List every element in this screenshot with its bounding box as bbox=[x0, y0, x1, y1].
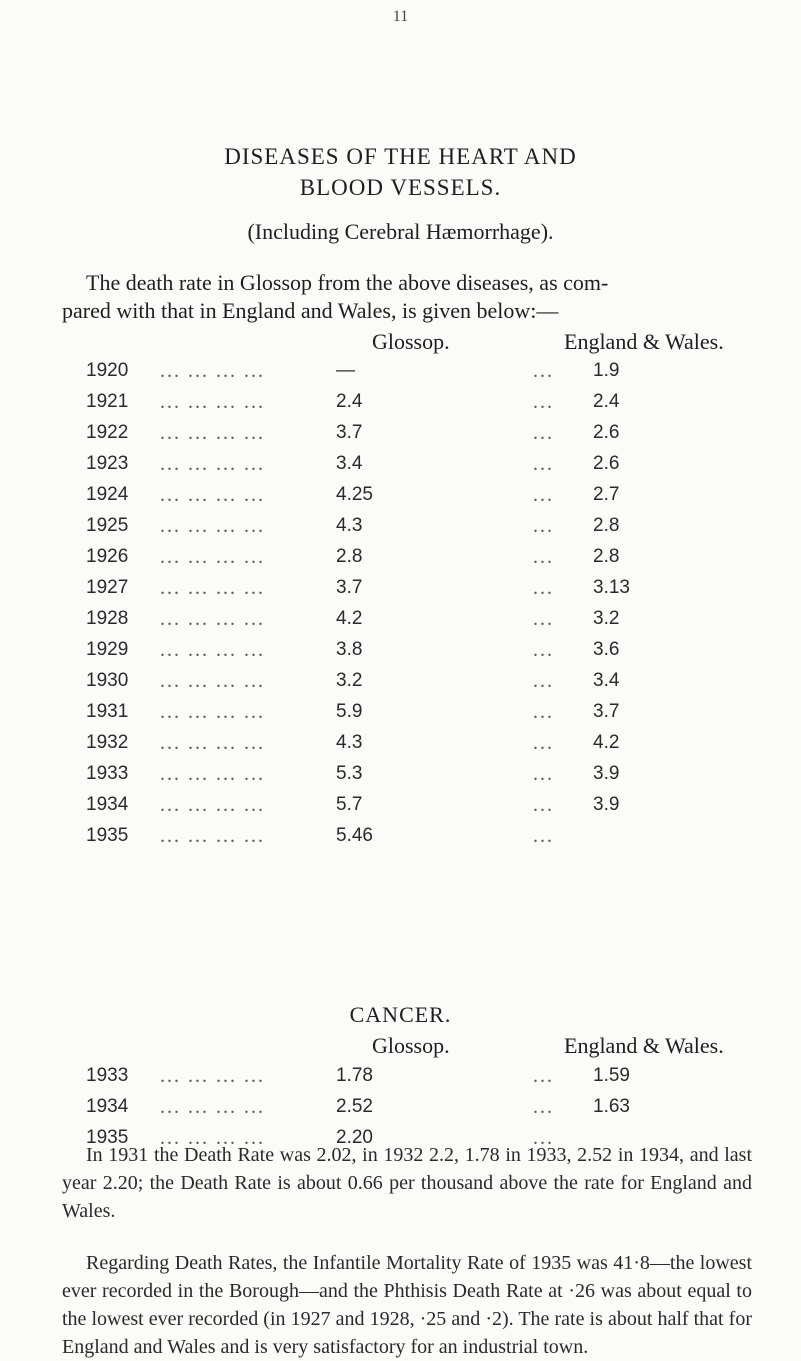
heart-glossop-value: 4.25 bbox=[336, 484, 373, 505]
cancer-year: 1934 bbox=[86, 1096, 129, 1117]
page-number: 11 bbox=[392, 8, 409, 25]
heart-year: 1932 bbox=[86, 732, 129, 753]
heart-england-value: 2.4 bbox=[593, 391, 620, 412]
heart-england-value: 3.13 bbox=[593, 577, 630, 598]
heart-year: 1922 bbox=[86, 422, 129, 443]
cancer-year: 1935 bbox=[86, 1127, 129, 1148]
heart-year: 1934 bbox=[86, 794, 129, 815]
leader-dots: ... bbox=[533, 732, 554, 754]
leader-dots: ... ... ... ... bbox=[160, 422, 265, 444]
heart-year: 1935 bbox=[86, 825, 129, 846]
heart-year: 1928 bbox=[86, 608, 129, 629]
cancer-col-england: England & Wales. bbox=[564, 1033, 724, 1058]
heart-row bbox=[0, 701, 801, 731]
heart-year: 1929 bbox=[86, 639, 129, 660]
leader-dots: ... bbox=[533, 422, 554, 444]
leader-dots: ... bbox=[533, 515, 554, 537]
heart-glossop-value: 3.4 bbox=[336, 453, 363, 474]
heart-year: 1925 bbox=[86, 515, 129, 536]
heart-row bbox=[0, 608, 801, 638]
heart-row bbox=[0, 763, 801, 793]
leader-dots: ... bbox=[533, 794, 554, 816]
heart-glossop-value: 5.7 bbox=[336, 794, 363, 815]
heart-glossop-value: 4.2 bbox=[336, 608, 363, 629]
heart-england-value: 1.9 bbox=[593, 360, 620, 381]
leader-dots: ... bbox=[533, 670, 554, 692]
heart-england-value: 4.2 bbox=[593, 732, 620, 753]
leader-dots: ... ... ... ... bbox=[160, 484, 265, 506]
intro-line-2: pared with that in England and Wales, is given below:— bbox=[62, 298, 559, 323]
heart-glossop-value: 4.3 bbox=[336, 732, 363, 753]
heart-row bbox=[0, 484, 801, 514]
cancer-row bbox=[0, 1065, 801, 1095]
heart-year: 1921 bbox=[86, 391, 129, 412]
heart-year: 1924 bbox=[86, 484, 129, 505]
heart-row bbox=[0, 360, 801, 390]
subtitle: (Including Cerebral Hæmorrhage). bbox=[247, 219, 554, 244]
leader-dots: ... ... ... ... bbox=[160, 453, 265, 475]
leader-dots: ... ... ... ... bbox=[160, 1096, 265, 1118]
heart-row bbox=[0, 639, 801, 669]
title-line-1: DISEASES OF THE HEART AND bbox=[224, 144, 577, 169]
heart-glossop-value: 3.8 bbox=[336, 639, 363, 660]
leader-dots: ... bbox=[533, 825, 554, 847]
leader-dots: ... bbox=[533, 701, 554, 723]
cancer-glossop-value: 1.78 bbox=[336, 1065, 373, 1086]
heart-row bbox=[0, 391, 801, 421]
heart-row bbox=[0, 825, 801, 855]
paragraph-death-rate: In 1931 the Death Rate was 2.02, in 1932 2.2, 1.78 in 1933, 2.52 in 1934, and last year 2.20; the Death Rate is about 0.66 per thousand above the rate for England and Wales. bbox=[62, 1144, 752, 1222]
leader-dots: ... ... ... ... bbox=[160, 1065, 265, 1087]
cancer-heading: CANCER. bbox=[349, 1002, 452, 1027]
heart-england-value: 3.2 bbox=[593, 608, 620, 629]
cancer-glossop-value: 2.20 bbox=[336, 1127, 373, 1148]
heart-glossop-value: 3.7 bbox=[336, 577, 363, 598]
heart-glossop-value: 2.4 bbox=[336, 391, 363, 412]
leader-dots: ... bbox=[533, 639, 554, 661]
heart-glossop-value: — bbox=[336, 360, 355, 381]
heart-row bbox=[0, 422, 801, 452]
leader-dots: ... ... ... ... bbox=[160, 515, 265, 537]
cancer-england-value: 1.63 bbox=[593, 1096, 630, 1117]
cancer-row bbox=[0, 1096, 801, 1126]
cancer-glossop-value: 2.52 bbox=[336, 1096, 373, 1117]
heart-england-value: 3.6 bbox=[593, 639, 620, 660]
leader-dots: ... ... ... ... bbox=[160, 825, 265, 847]
heart-glossop-value: 2.8 bbox=[336, 546, 363, 567]
heart-glossop-value: 4.3 bbox=[336, 515, 363, 536]
leader-dots: ... ... ... ... bbox=[160, 360, 265, 382]
heart-year: 1931 bbox=[86, 701, 129, 722]
leader-dots: ... ... ... ... bbox=[160, 577, 265, 599]
leader-dots: ... bbox=[533, 453, 554, 475]
heart-row bbox=[0, 577, 801, 607]
heart-col-glossop: Glossop. bbox=[372, 329, 450, 354]
heart-england-value: 2.6 bbox=[593, 422, 620, 443]
leader-dots: ... bbox=[533, 360, 554, 382]
heart-england-value: 2.8 bbox=[593, 546, 620, 567]
heart-year: 1933 bbox=[86, 763, 129, 784]
heart-england-value: 3.4 bbox=[593, 670, 620, 691]
cancer-col-glossop: Glossop. bbox=[372, 1033, 450, 1058]
title-line-2: BLOOD VESSELS. bbox=[299, 175, 502, 200]
leader-dots: ... ... ... ... bbox=[160, 1127, 265, 1149]
heart-glossop-value: 3.7 bbox=[336, 422, 363, 443]
heart-glossop-value: 3.2 bbox=[336, 670, 363, 691]
heart-glossop-value: 5.9 bbox=[336, 701, 363, 722]
leader-dots: ... ... ... ... bbox=[160, 794, 265, 816]
cancer-england-value: 1.59 bbox=[593, 1065, 630, 1086]
heart-year: 1920 bbox=[86, 360, 129, 381]
heart-row bbox=[0, 515, 801, 545]
heart-row bbox=[0, 794, 801, 824]
heart-col-england: England & Wales. bbox=[564, 329, 724, 354]
heart-row bbox=[0, 546, 801, 576]
heart-row bbox=[0, 732, 801, 762]
heart-year: 1923 bbox=[86, 453, 129, 474]
heart-england-value: 2.8 bbox=[593, 515, 620, 536]
leader-dots: ... ... ... ... bbox=[160, 391, 265, 413]
heart-england-value: 2.7 bbox=[593, 484, 620, 505]
heart-england-value: 2.6 bbox=[593, 453, 620, 474]
leader-dots: ... ... ... ... bbox=[160, 546, 265, 568]
heart-year: 1926 bbox=[86, 546, 129, 567]
leader-dots: ... bbox=[533, 763, 554, 785]
heart-year: 1927 bbox=[86, 577, 129, 598]
leader-dots: ... ... ... ... bbox=[160, 732, 265, 754]
paragraph-infantile-mortality: Regarding Death Rates, the Infantile Mortality Rate of 1935 was 41·8—the lowest ever recorded in the Borough—and the Phthisis Death Rate at ·26 was about equal to the lowest ever recorded (in 1927 and 1928, ·25 and ·2). The rate is about half that for England and Wales and is very satisfactory for an industrial town. bbox=[62, 1252, 752, 1358]
leader-dots: ... bbox=[533, 1096, 554, 1118]
leader-dots: ... ... ... ... bbox=[160, 608, 265, 630]
heart-year: 1930 bbox=[86, 670, 129, 691]
leader-dots: ... bbox=[533, 1065, 554, 1087]
leader-dots: ... bbox=[533, 577, 554, 599]
intro-paragraph bbox=[62, 269, 750, 325]
leader-dots: ... ... ... ... bbox=[160, 701, 265, 723]
leader-dots: ... bbox=[533, 484, 554, 506]
leader-dots: ... ... ... ... bbox=[160, 763, 265, 785]
heart-england-value: 3.9 bbox=[593, 794, 620, 815]
leader-dots: ... bbox=[533, 391, 554, 413]
heart-row bbox=[0, 453, 801, 483]
leader-dots: ... bbox=[533, 1127, 554, 1149]
heart-england-value: 3.9 bbox=[593, 763, 620, 784]
leader-dots: ... ... ... ... bbox=[160, 670, 265, 692]
intro-line-1: The death rate in Glossop from the above diseases, as com- bbox=[86, 270, 609, 295]
leader-dots: ... bbox=[533, 546, 554, 568]
heart-glossop-value: 5.46 bbox=[336, 825, 373, 846]
cancer-year: 1933 bbox=[86, 1065, 129, 1086]
heart-row bbox=[0, 670, 801, 700]
leader-dots: ... bbox=[533, 608, 554, 630]
heart-glossop-value: 5.3 bbox=[336, 763, 363, 784]
heart-england-value: 3.7 bbox=[593, 701, 620, 722]
leader-dots: ... ... ... ... bbox=[160, 639, 265, 661]
